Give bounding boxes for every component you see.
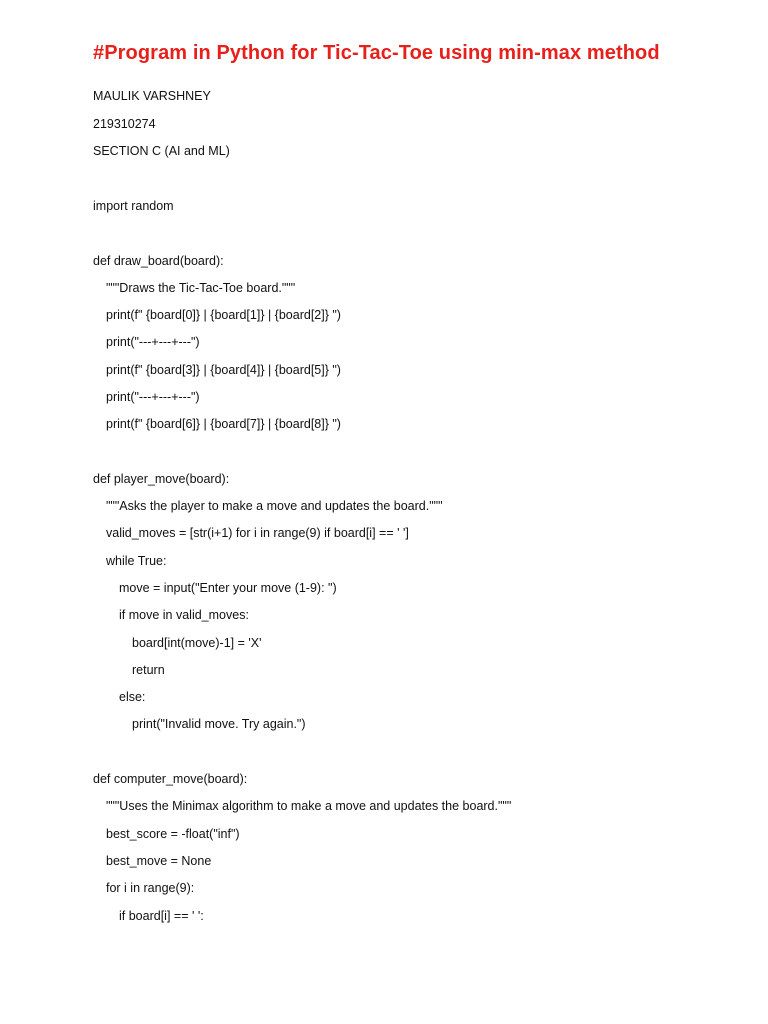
code-line: print("---+---+---") xyxy=(106,390,200,404)
code-line: """Draws the Tic-Tac-Toe board.""" xyxy=(106,281,296,295)
code-line: for i in range(9): xyxy=(106,881,195,895)
code-line: best_move = None xyxy=(106,854,212,868)
code-line: if move in valid_moves: xyxy=(119,608,249,622)
author-name: MAULIK VARSHNEY xyxy=(93,89,211,103)
section-label: SECTION C (AI and ML) xyxy=(93,144,230,158)
code-line: best_score = -float("inf") xyxy=(106,827,240,841)
code-line: return xyxy=(132,663,165,677)
code-line: """Asks the player to make a move and updates the board.""" xyxy=(106,499,443,513)
code-line: print(f" {board[6]} | {board[7]} | {board[8]} ") xyxy=(106,417,341,431)
code-line: def player_move(board): xyxy=(93,472,230,486)
code-line: move = input("Enter your move (1-9): ") xyxy=(119,581,337,595)
code-line: import random xyxy=(93,199,174,213)
code-line: if board[i] == ' ': xyxy=(119,909,204,923)
code-line: def draw_board(board): xyxy=(93,254,224,268)
code-line: valid_moves = [str(i+1) for i in range(9) if board[i] == ' '] xyxy=(106,526,409,540)
code-line: else: xyxy=(119,690,146,704)
code-line: print(f" {board[3]} | {board[4]} | {board[5]} ") xyxy=(106,363,341,377)
code-line: print("---+---+---") xyxy=(106,335,200,349)
document-title: #Program in Python for Tic-Tac-Toe using min-max method xyxy=(93,42,660,64)
code-line: print("Invalid move. Try again.") xyxy=(132,717,306,731)
code-line: print(f" {board[0]} | {board[1]} | {board[2]} ") xyxy=(106,308,341,322)
code-line: board[int(move)-1] = 'X' xyxy=(132,636,262,650)
code-line: """Uses the Minimax algorithm to make a move and updates the board.""" xyxy=(106,799,512,813)
code-line: while True: xyxy=(106,554,167,568)
roll-number: 219310274 xyxy=(93,117,156,131)
code-line: def computer_move(board): xyxy=(93,772,248,786)
